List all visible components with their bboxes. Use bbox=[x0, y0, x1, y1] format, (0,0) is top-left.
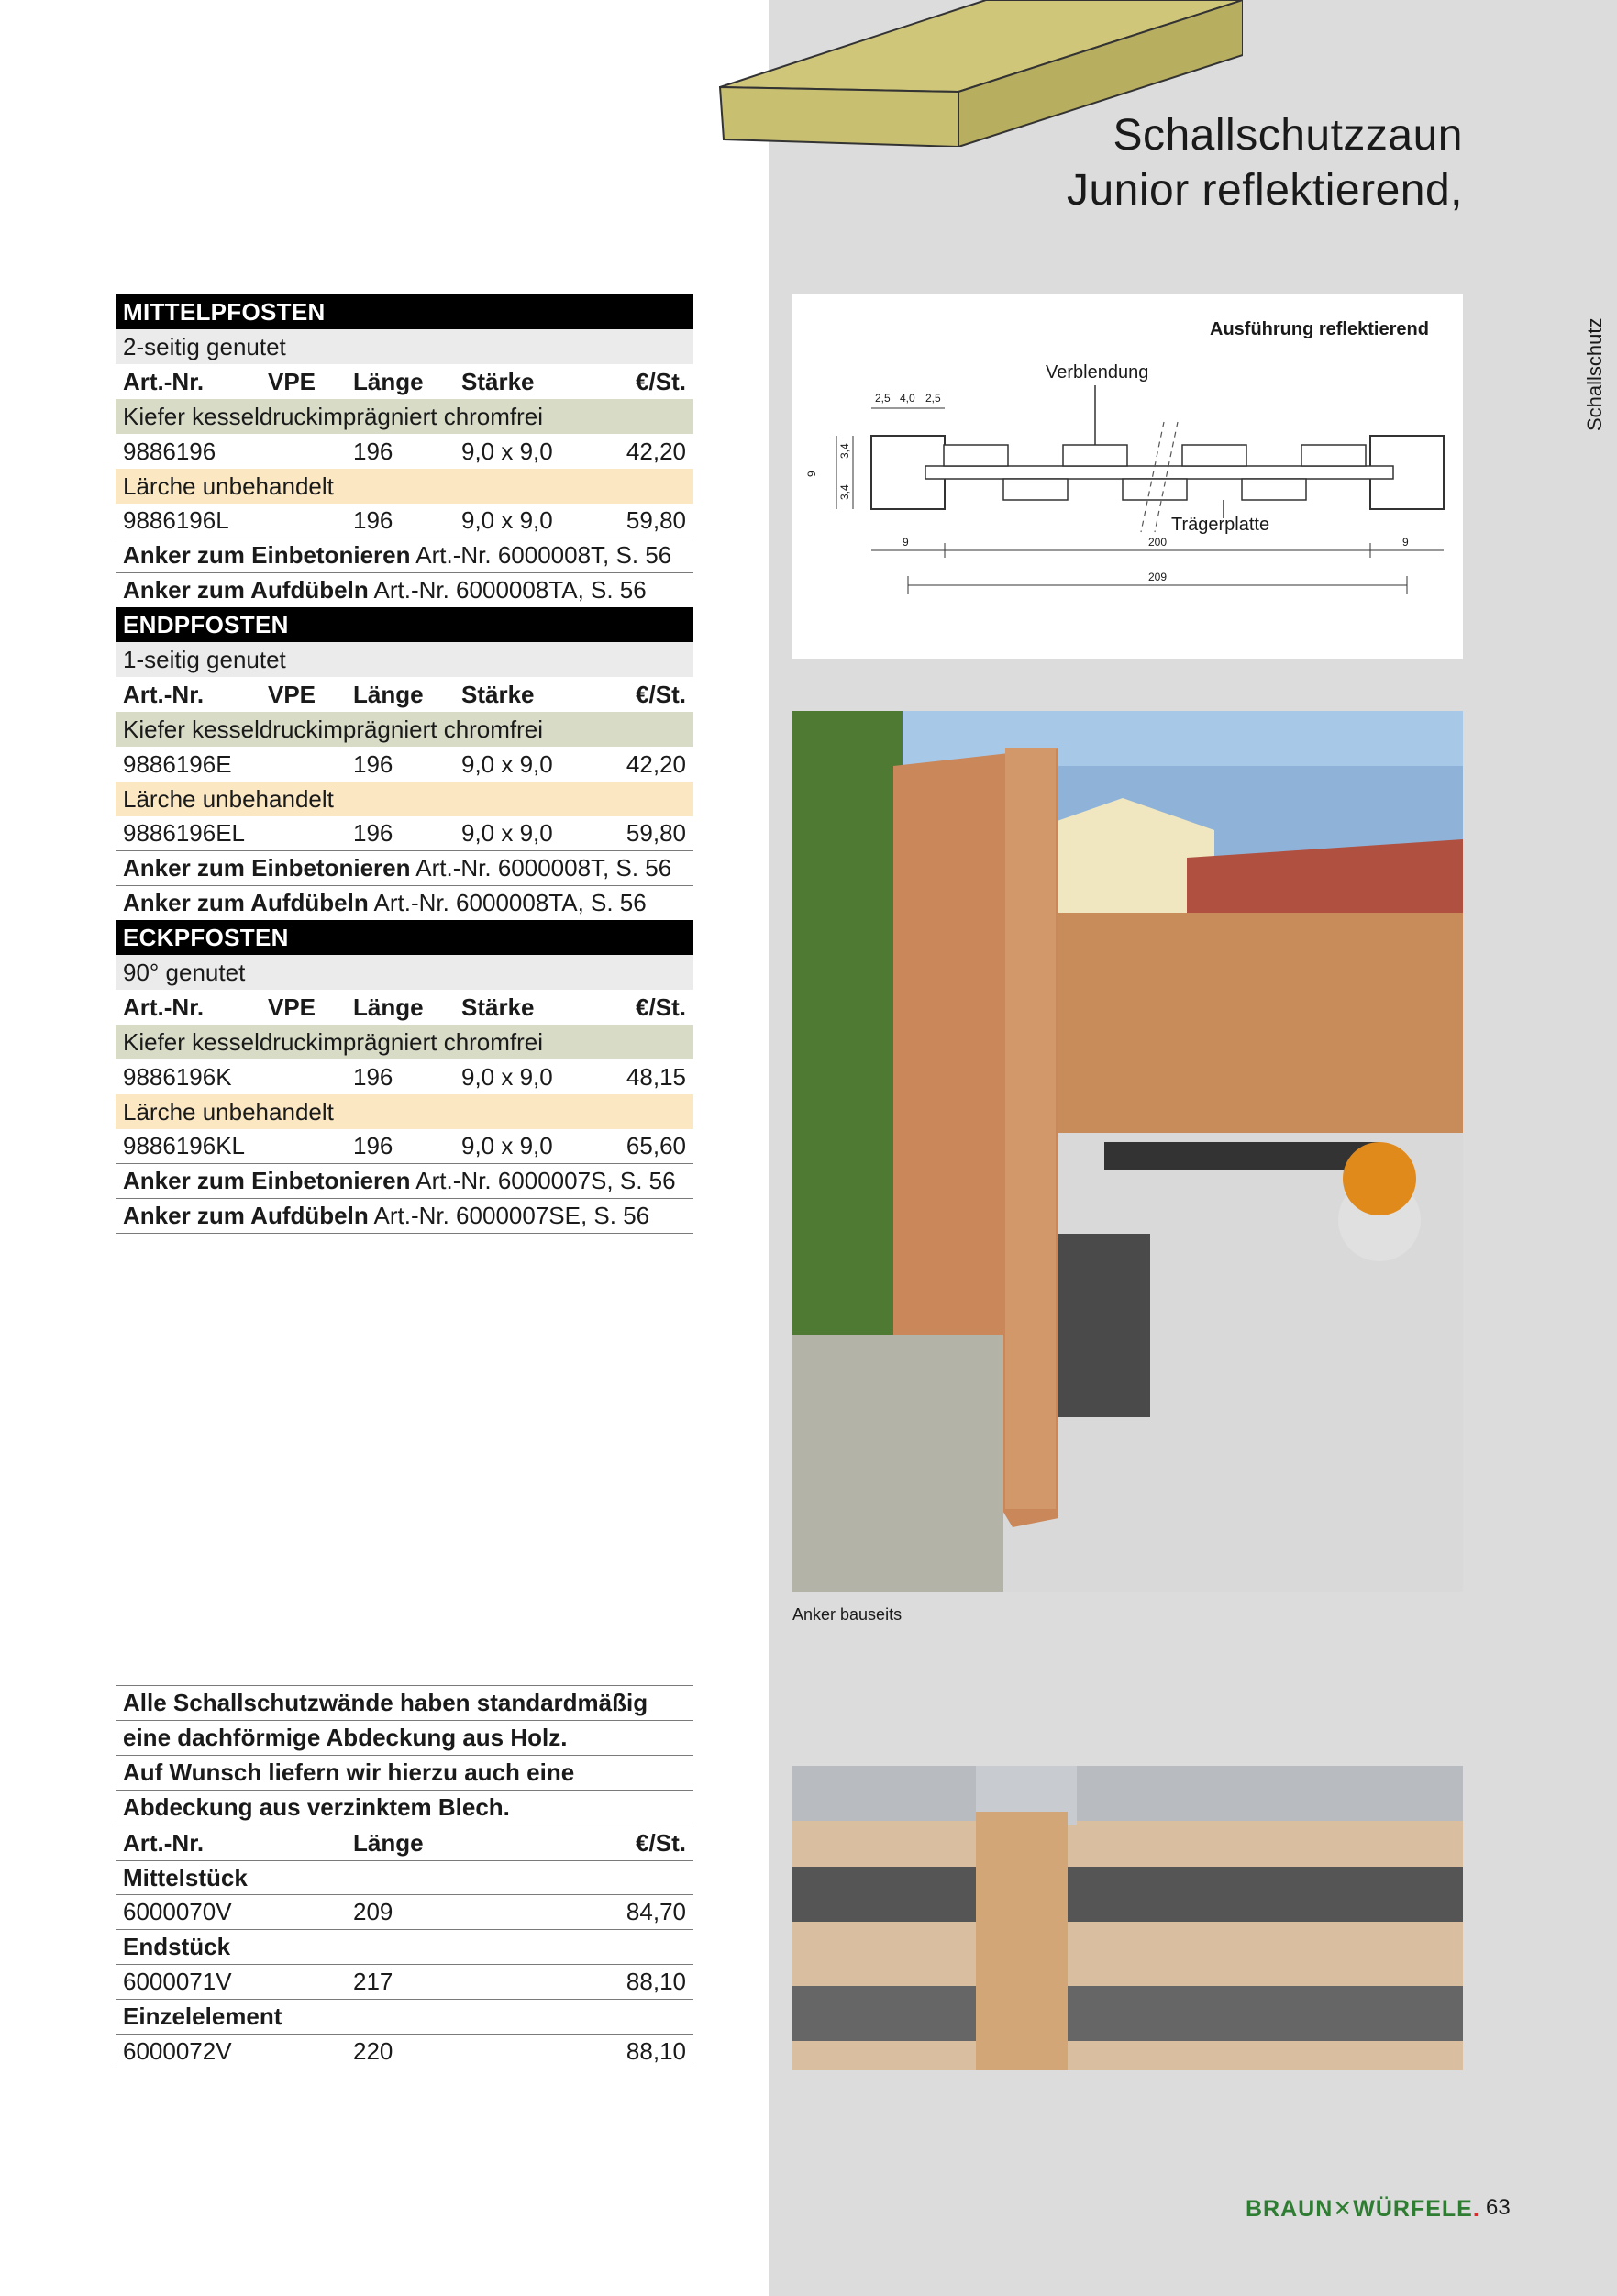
header-label: ECKPFOSTEN bbox=[123, 923, 289, 951]
cell-staerke: 9,0 x 9,0 bbox=[461, 1062, 553, 1091]
cell-preis: 84,70 bbox=[626, 1898, 686, 1925]
material-label: Kiefer kesseldruckimprägniert chromfrei bbox=[123, 1027, 544, 1056]
item-name: Endstück bbox=[123, 1933, 231, 1960]
cell-laenge: 217 bbox=[353, 1968, 393, 1995]
table-subheader bbox=[116, 642, 693, 677]
dim-top-3: 2,5 bbox=[925, 392, 941, 405]
table-abdeckung bbox=[116, 1685, 693, 2069]
material-label: Lärche unbehandelt bbox=[123, 784, 334, 813]
table-mittelpfosten bbox=[116, 294, 693, 608]
table-row bbox=[116, 1129, 693, 1164]
anker-label: Anker zum Aufdübeln bbox=[123, 576, 369, 604]
table-row bbox=[116, 1965, 693, 2000]
anker-label: Anker zum Aufdübeln bbox=[123, 889, 369, 916]
anker-row bbox=[116, 1199, 693, 1234]
label-traegerplatte: Trägerplatte bbox=[1171, 515, 1270, 535]
photo-caption: Anker bauseits bbox=[792, 1605, 903, 1624]
logo-left-text: BRAUN bbox=[1246, 2196, 1334, 2222]
dim-right: 9 bbox=[1402, 536, 1409, 549]
header-label: ENDPFOSTEN bbox=[123, 610, 289, 638]
side-section-label: Schallschutz bbox=[1583, 317, 1606, 431]
cell-laenge: 196 bbox=[353, 506, 393, 534]
item-name: Einzelelement bbox=[123, 2002, 282, 2030]
cell-staerke: 9,0 x 9,0 bbox=[461, 437, 553, 465]
sub-label: 90° genutet bbox=[123, 958, 246, 986]
material-label: Kiefer kesseldruckimprägniert chromfrei bbox=[123, 715, 544, 743]
material-label: Lärche unbehandelt bbox=[123, 1097, 334, 1126]
col-art: Art.-Nr. bbox=[123, 993, 205, 1021]
table-row bbox=[116, 2035, 693, 2069]
table-header bbox=[116, 920, 693, 955]
cell-preis: 59,80 bbox=[626, 819, 686, 847]
table-endpfosten bbox=[116, 607, 693, 921]
cell-staerke: 9,0 x 9,0 bbox=[461, 1132, 553, 1159]
col-vpe: VPE bbox=[268, 367, 316, 395]
dim-side-1: 9 bbox=[805, 471, 818, 477]
table-row bbox=[116, 434, 693, 469]
material-label: Kiefer kesseldruckimprägniert chromfrei bbox=[123, 402, 544, 430]
cell-laenge: 220 bbox=[353, 2037, 393, 2065]
cell-art: 9886196K bbox=[123, 1062, 232, 1091]
sub-label: 2-seitig genutet bbox=[123, 332, 286, 360]
column-headers bbox=[116, 1825, 693, 1860]
anker-ref: Art.-Nr. 6000008T, S. 56 bbox=[410, 541, 672, 569]
cell-art: 6000070V bbox=[123, 1898, 232, 1925]
col-art: Art.-Nr. bbox=[123, 680, 205, 708]
anker-row bbox=[116, 886, 693, 921]
table-row bbox=[116, 816, 693, 851]
fence-photo bbox=[792, 711, 1463, 1592]
dim-left: 9 bbox=[903, 536, 909, 549]
title-line-2: Junior reflektierend, bbox=[1066, 166, 1463, 215]
cell-preis: 42,20 bbox=[626, 437, 686, 465]
cross-section-diagram bbox=[792, 294, 1463, 659]
cell-art: 9886196 bbox=[123, 437, 216, 465]
cell-staerke: 9,0 x 9,0 bbox=[461, 819, 553, 847]
cell-art: 9886196L bbox=[123, 506, 229, 534]
cell-preis: 65,60 bbox=[626, 1132, 686, 1159]
col-laenge: Länge bbox=[353, 993, 424, 1021]
anker-label: Anker zum Aufdübeln bbox=[123, 1202, 369, 1229]
material-row-kiefer bbox=[116, 712, 693, 747]
anker-row bbox=[116, 851, 693, 886]
sub-label: 1-seitig genutet bbox=[123, 645, 286, 673]
intro-line: eine dachförmige Abdeckung aus Holz. bbox=[116, 1721, 693, 1756]
col-preis: €/St. bbox=[636, 1828, 686, 1857]
col-art: Art.-Nr. bbox=[123, 1828, 205, 1857]
cell-laenge: 196 bbox=[353, 749, 393, 778]
cell-laenge: 196 bbox=[353, 1132, 393, 1159]
col-vpe: VPE bbox=[268, 680, 316, 708]
item-name: Mittelstück bbox=[123, 1863, 248, 1891]
col-laenge: Länge bbox=[353, 367, 424, 395]
anker-label: Anker zum Einbetonieren bbox=[123, 541, 411, 569]
intro-line: Auf Wunsch liefern wir hierzu auch eine bbox=[116, 1756, 693, 1791]
col-preis: €/St. bbox=[636, 993, 686, 1021]
anker-ref: Art.-Nr. 6000007S, S. 56 bbox=[410, 1167, 676, 1194]
anker-row bbox=[116, 573, 693, 608]
col-staerke: Stärke bbox=[461, 367, 535, 395]
brand-logo: BRAUN✕WÜRFELE. bbox=[1246, 2196, 1480, 2222]
material-label: Lärche unbehandelt bbox=[123, 471, 334, 500]
table-eckpfosten bbox=[116, 920, 693, 1234]
cell-preis: 88,10 bbox=[626, 2037, 686, 2065]
material-row-laerche bbox=[116, 469, 693, 504]
cap-detail-photo bbox=[792, 1766, 1463, 2070]
cell-laenge: 196 bbox=[353, 437, 393, 465]
intro-line: Alle Schallschutzwände haben standardmäßig bbox=[116, 1686, 693, 1721]
table-subheader bbox=[116, 329, 693, 364]
cell-preis: 42,20 bbox=[626, 749, 686, 778]
item-name-row bbox=[116, 1860, 693, 1895]
dim-side-2: 3,4 bbox=[838, 443, 851, 459]
table-row bbox=[116, 1895, 693, 1930]
cell-staerke: 9,0 x 9,0 bbox=[461, 506, 553, 534]
table-header bbox=[116, 607, 693, 642]
column-headers bbox=[116, 677, 693, 712]
material-row-laerche bbox=[116, 782, 693, 816]
material-row-kiefer bbox=[116, 1025, 693, 1059]
cell-laenge: 209 bbox=[353, 1898, 393, 1925]
diagram-title: Ausführung reflektierend bbox=[1210, 319, 1429, 339]
anker-ref: Art.-Nr. 6000007SE, S. 56 bbox=[368, 1202, 650, 1229]
anker-label: Anker zum Einbetonieren bbox=[123, 854, 411, 882]
anker-row bbox=[116, 1164, 693, 1199]
page-title bbox=[1067, 108, 1463, 218]
column-headers bbox=[116, 990, 693, 1025]
dim-mid: 200 bbox=[1148, 536, 1168, 549]
anker-ref: Art.-Nr. 6000008T, S. 56 bbox=[410, 854, 672, 882]
header-label: MITTELPFOSTEN bbox=[123, 297, 326, 326]
item-name-row bbox=[116, 2000, 693, 2035]
cell-preis: 59,80 bbox=[626, 506, 686, 534]
item-name-row bbox=[116, 1930, 693, 1965]
table-row bbox=[116, 504, 693, 538]
label-verblendung: Verblendung bbox=[1046, 362, 1149, 383]
table-row bbox=[116, 1059, 693, 1094]
col-staerke: Stärke bbox=[461, 680, 535, 708]
cell-preis: 48,15 bbox=[626, 1062, 686, 1091]
cell-preis: 88,10 bbox=[626, 1968, 686, 1995]
material-row-laerche bbox=[116, 1094, 693, 1129]
table-row bbox=[116, 747, 693, 782]
column-headers bbox=[116, 364, 693, 399]
intro-line: Abdeckung aus verzinktem Blech. bbox=[116, 1791, 693, 1825]
diagram-drawing bbox=[792, 294, 1463, 659]
anker-ref: Art.-Nr. 6000008TA, S. 56 bbox=[368, 889, 647, 916]
logo-right-text: WÜRFELE bbox=[1353, 2196, 1473, 2222]
table-header bbox=[116, 294, 693, 329]
col-laenge: Länge bbox=[353, 680, 424, 708]
cell-laenge: 196 bbox=[353, 1062, 393, 1091]
cell-art: 9886196KL bbox=[123, 1132, 246, 1159]
material-row-kiefer bbox=[116, 399, 693, 434]
col-preis: €/St. bbox=[636, 680, 686, 708]
cell-laenge: 196 bbox=[353, 819, 393, 847]
anker-row bbox=[116, 538, 693, 573]
anker-ref: Art.-Nr. 6000008TA, S. 56 bbox=[368, 576, 647, 604]
cell-art: 9886196EL bbox=[123, 819, 246, 847]
col-art: Art.-Nr. bbox=[123, 367, 205, 395]
anker-label: Anker zum Einbetonieren bbox=[123, 1167, 411, 1194]
table-subheader bbox=[116, 955, 693, 990]
col-staerke: Stärke bbox=[461, 993, 535, 1021]
col-laenge: Länge bbox=[353, 1828, 424, 1857]
cell-art: 9886196E bbox=[123, 749, 232, 778]
title-line-1: Schallschutzzaun bbox=[1113, 111, 1463, 160]
col-preis: €/St. bbox=[636, 367, 686, 395]
dim-top-1: 2,5 bbox=[875, 392, 891, 405]
page-number: 63 bbox=[1486, 2195, 1511, 2220]
cell-staerke: 9,0 x 9,0 bbox=[461, 749, 553, 778]
cell-art: 6000072V bbox=[123, 2037, 232, 2065]
dim-total: 209 bbox=[1148, 571, 1168, 583]
cell-art: 6000071V bbox=[123, 1968, 232, 1995]
col-vpe: VPE bbox=[268, 993, 316, 1021]
dim-top-2: 4,0 bbox=[900, 392, 915, 405]
dim-side-3: 3,4 bbox=[838, 484, 851, 500]
